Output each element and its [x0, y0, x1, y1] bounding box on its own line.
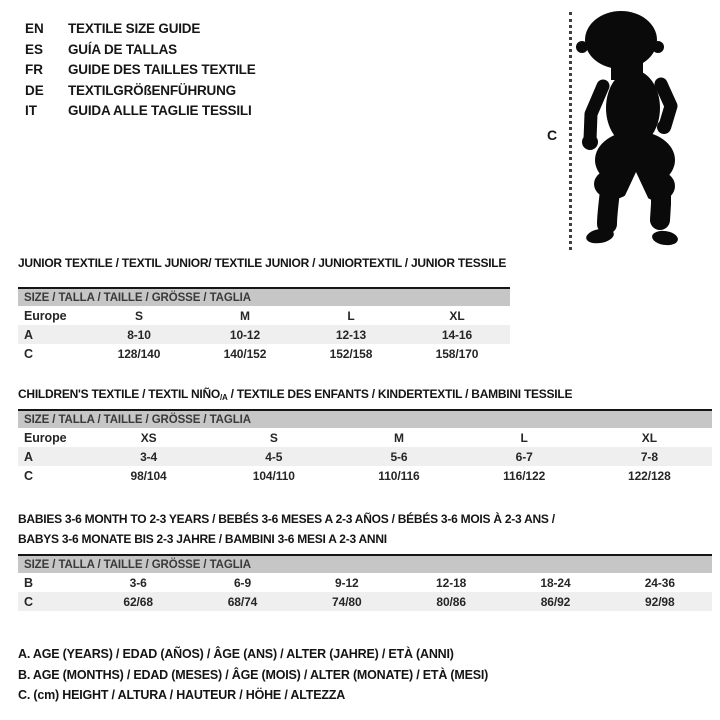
value-cell: 140/152 [223, 346, 267, 361]
language-code: DE [25, 82, 44, 98]
size-cell: M [394, 430, 404, 445]
value-cell: 98/104 [130, 468, 167, 483]
value-cell: 18-24 [540, 575, 571, 590]
table-header-row [18, 288, 510, 306]
children-size-table [18, 409, 712, 485]
value-cell: 152/158 [329, 346, 373, 361]
value-cell: 10-12 [192, 325, 298, 344]
guide-title-en: TEXTILE SIZE GUIDE [68, 21, 201, 36]
height-measure-label-c: C [547, 127, 558, 143]
value-cell: 128/140 [117, 346, 161, 361]
table-header-row [18, 410, 712, 428]
note-b: B. AGE (MONTHS) / EDAD (MESES) / ÂGE (MOIS) / ALTER (MONATE) / ETÀ (MESI) [18, 667, 489, 682]
guide-title-es: GUÍA DE TALLAS [68, 41, 177, 57]
value-cell: 24-36 [644, 575, 675, 590]
value-cell: 8-10 [86, 325, 192, 344]
note-c: C. (cm) HEIGHT / ALTURA / HAUTEUR / HÖHE / ALTEZZA [18, 688, 346, 703]
row-label: Europe [24, 308, 67, 323]
value-cell: 6-9 [233, 575, 252, 590]
value-cell: 68/74 [190, 592, 294, 611]
language-code: IT [25, 103, 37, 119]
babies-table-title [18, 509, 555, 549]
height-measure-dotted-line [569, 12, 572, 250]
table-header-band: SIZE / TALLA / TAILLE / GRÖSSE / TAGLIA [18, 410, 712, 428]
value-cell: 3-6 [129, 575, 147, 590]
babies-title-line2: BABYS 3-6 MONATE BIS 2-3 JAHRE / BAMBINI 3-6 MESI A 2-3 ANNI [18, 532, 387, 546]
value-cell: 12-13 [298, 325, 404, 344]
value-cell: 7-8 [587, 447, 712, 466]
junior-size-table [18, 287, 510, 363]
size-cell: XL [449, 308, 465, 323]
language-row [25, 19, 256, 40]
language-row [25, 60, 256, 81]
guide-title-it: GUIDA ALLE TAGLIE TESSILI [68, 103, 252, 119]
row-label: C [18, 592, 86, 611]
size-cell: L [520, 430, 528, 445]
row-label: Europe [24, 430, 67, 445]
table-row-europe [18, 428, 712, 447]
value-cell: 14-16 [404, 325, 510, 344]
value-cell: 9-12 [335, 575, 359, 590]
language-code: EN [25, 21, 44, 36]
table-row-height [18, 344, 510, 363]
value-cell: 122/128 [628, 468, 671, 483]
language-code: FR [25, 62, 43, 78]
size-cell: S [135, 308, 143, 323]
size-cell: S [269, 430, 278, 445]
row-label: B [24, 575, 33, 590]
value-cell: 74/80 [295, 592, 399, 611]
row-label: C [24, 346, 33, 361]
value-cell: 104/110 [252, 468, 295, 483]
row-label: A [18, 447, 86, 466]
table-row-height [18, 592, 712, 611]
babies-title-line1: BABIES 3-6 MONTH TO 2-3 YEARS / BEBÉS 3-6 MESES A 2-3 AÑOS / BÉBÉS 3-6 MOIS À 2-3 ANS / [18, 512, 555, 526]
value-cell: 62/68 [86, 592, 190, 611]
row-label: C [24, 468, 33, 483]
language-row [25, 81, 256, 102]
table-row-europe [18, 306, 510, 325]
toddler-silhouette-icon [573, 6, 685, 252]
row-label: A [18, 325, 86, 344]
value-cell: 3-4 [86, 447, 211, 466]
table-row-age [18, 447, 712, 466]
table-header-band: SIZE / TALLA / TAILLE / GRÖSSE / TAGLIA [18, 288, 510, 306]
size-cell: M [240, 308, 250, 323]
value-cell: 80/86 [399, 592, 503, 611]
table-row-age-months [18, 573, 712, 592]
table-row-height [18, 466, 712, 485]
children-table-title [18, 387, 572, 405]
legend-notes [18, 644, 488, 706]
size-cell: XS [140, 430, 157, 445]
value-cell: 6-7 [462, 447, 587, 466]
children-title-subscript: /A [219, 393, 228, 402]
value-cell: 12-18 [436, 575, 467, 590]
note-a: A. AGE (YEARS) / EDAD (AÑOS) / ÂGE (ANS) / ALTER (JAHRE) / ETÀ (ANNI) [18, 647, 454, 661]
size-cell: L [347, 308, 355, 323]
language-row [25, 101, 256, 122]
value-cell: 116/122 [503, 468, 546, 483]
value-cell: 4-5 [211, 447, 336, 466]
table-header-band: SIZE / TALLA / TAILLE / GRÖSSE / TAGLIA [18, 555, 712, 573]
guide-title-de: TEXTILGRÖßENFÜHRUNG [68, 82, 236, 98]
language-row [25, 40, 256, 61]
guide-title-fr: GUIDE DES TAILLES TEXTILE [68, 62, 256, 78]
table-header-row [18, 555, 712, 573]
junior-table-title: JUNIOR TEXTILE / TEXTIL JUNIOR/ TEXTILE JUNIOR / JUNIORTEXTIL / JUNIOR TESSILE [18, 256, 507, 270]
children-title-post: / TEXTILE DES ENFANTS / KINDERTEXTIL / BAMBINI TESSILE [227, 387, 573, 401]
babies-size-table [18, 554, 712, 611]
value-cell: 92/98 [608, 592, 712, 611]
size-cell: XL [641, 430, 657, 445]
language-title-list [25, 19, 256, 122]
value-cell: 158/170 [435, 346, 479, 361]
value-cell: 5-6 [336, 447, 461, 466]
language-code: ES [25, 41, 44, 57]
value-cell: 110/116 [378, 468, 420, 483]
table-row-age [18, 325, 510, 344]
children-title-pre: CHILDREN'S TEXTILE / TEXTIL NIÑO [18, 387, 220, 401]
value-cell: 86/92 [503, 592, 607, 611]
